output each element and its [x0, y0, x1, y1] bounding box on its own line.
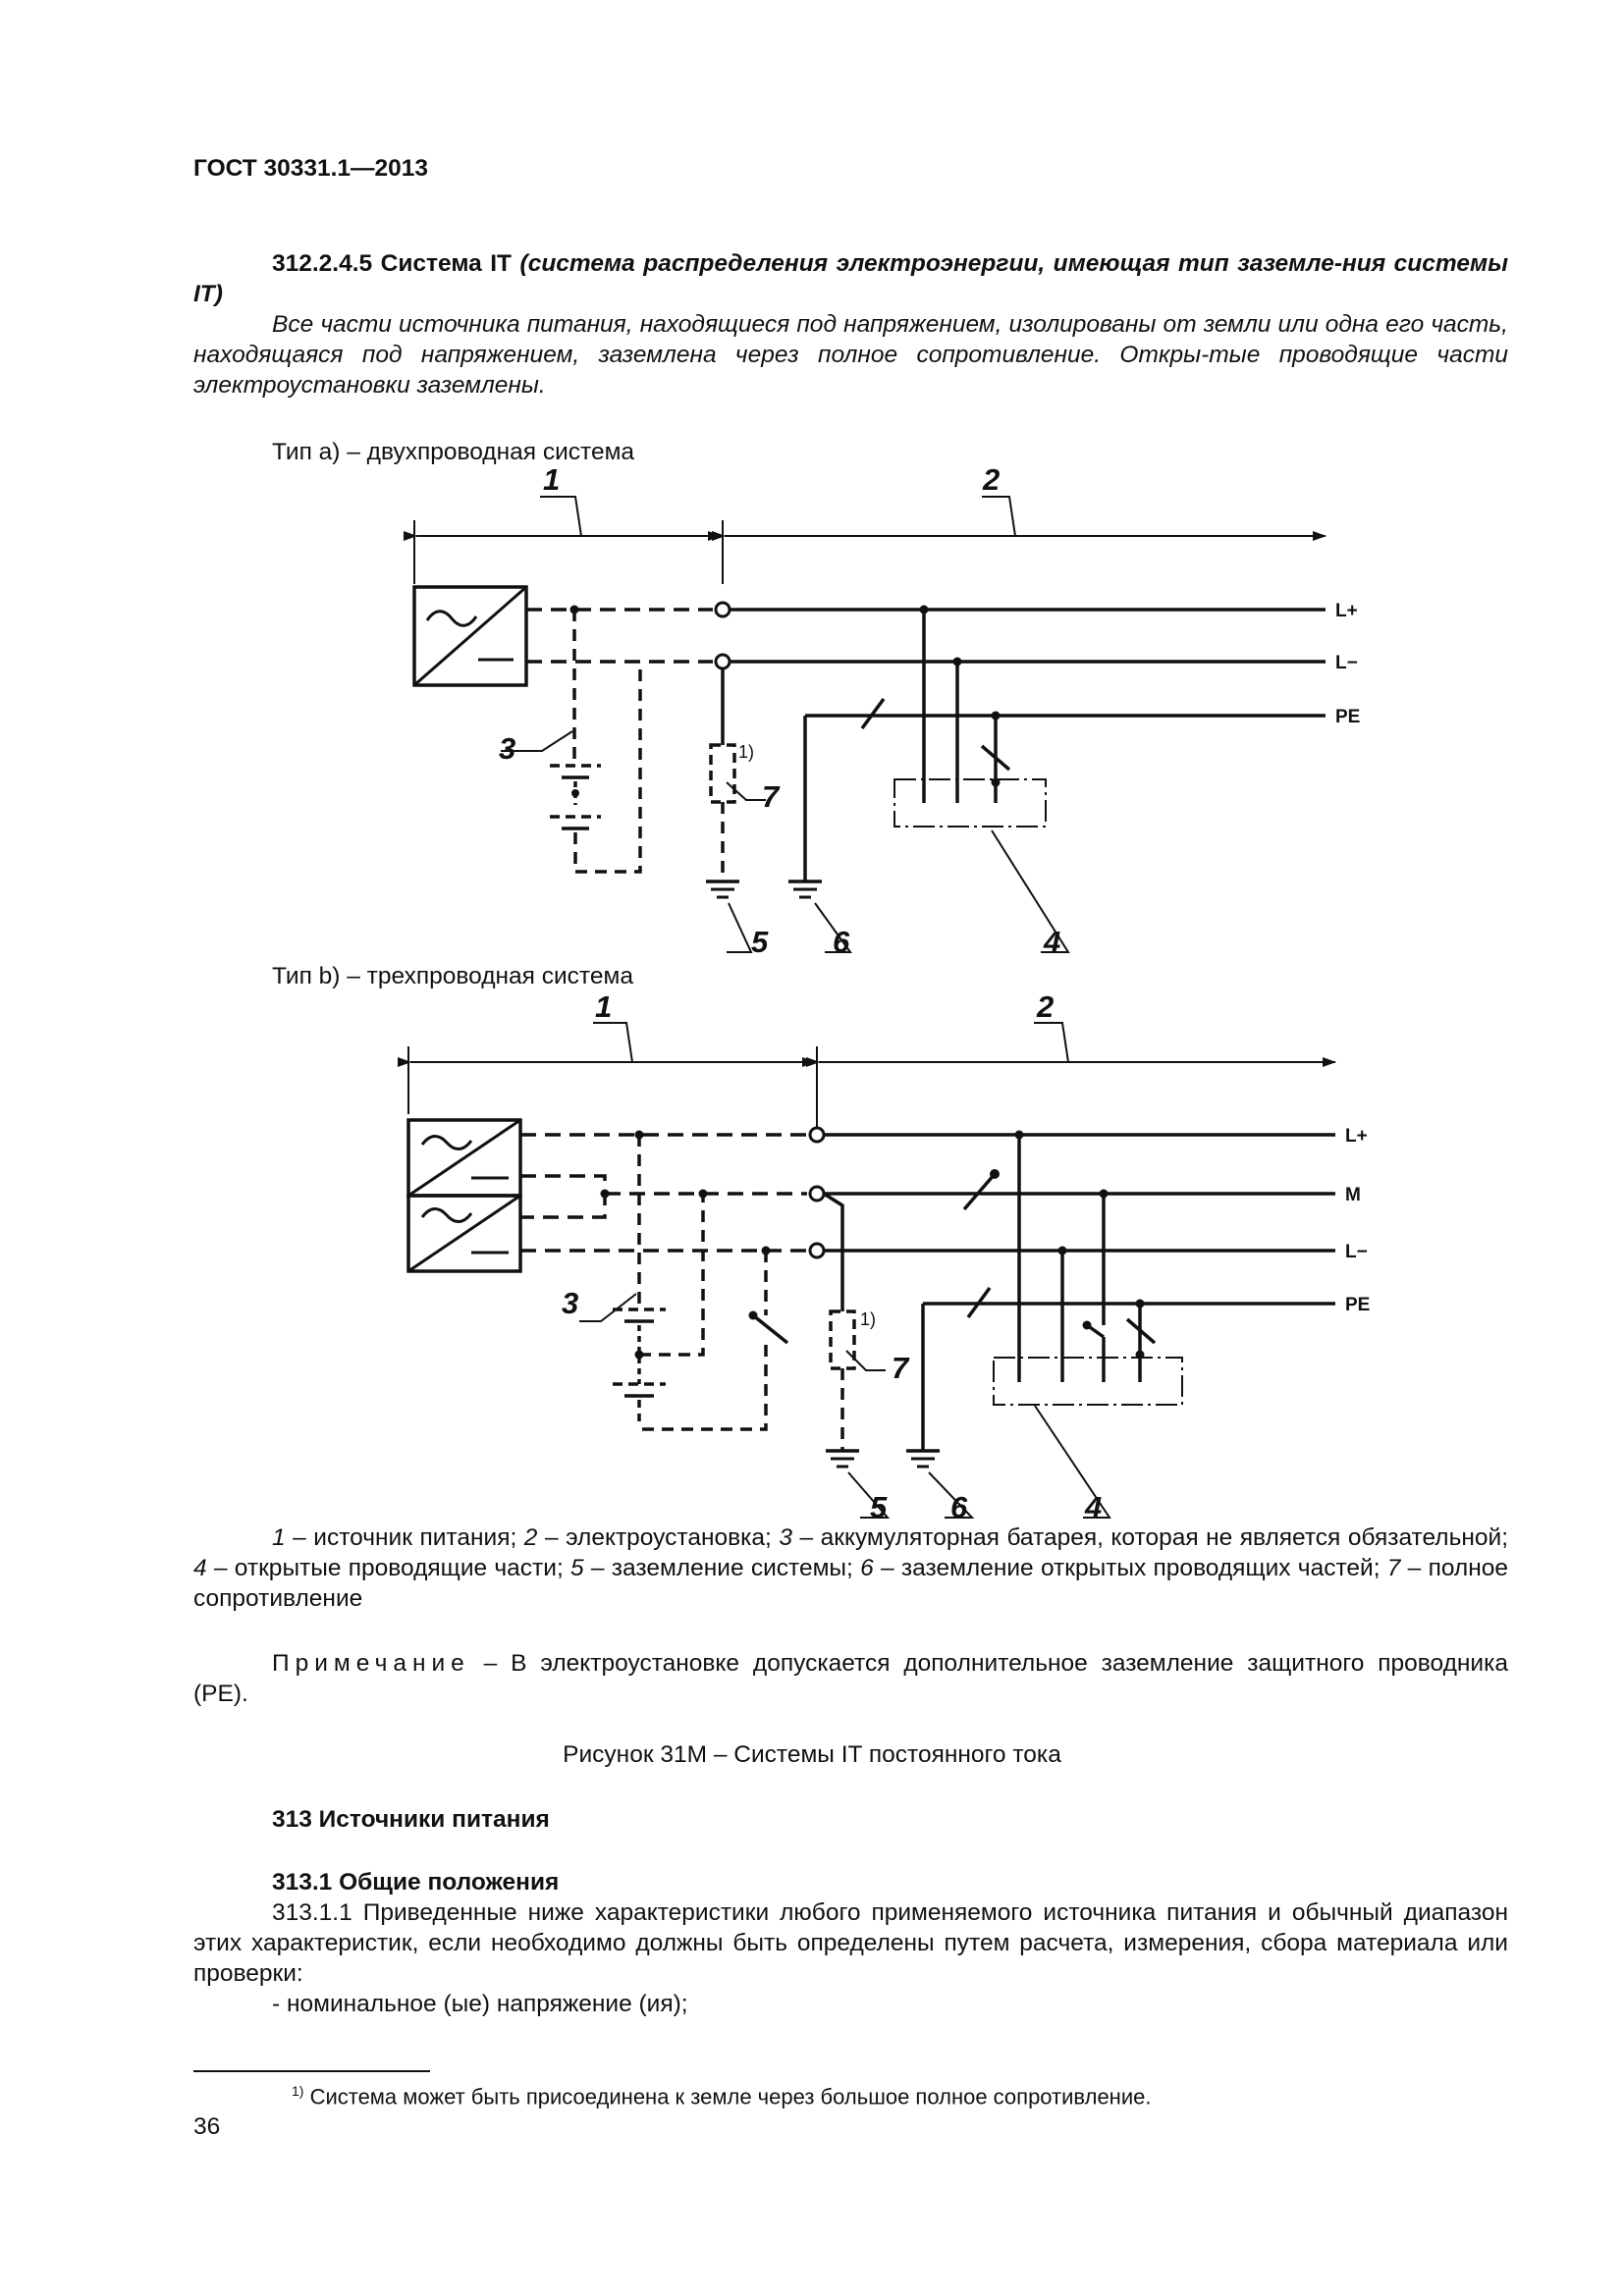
section-body: Все части источника питания, находящиеся под напряжением, изолированы от земли или одна его часть, находящаяся под напряжением, заземлена через полное сопротивление. Откры-тые проводящие части электроустановки заземлены.	[193, 311, 1508, 399]
legend-text-1: – источник питания;	[285, 1524, 524, 1551]
legend-text-2: – электроустановка;	[537, 1524, 780, 1551]
figure-caption: Рисунок 31М – Системы IT постоянного тока	[563, 1741, 1061, 1768]
callout-a-4: 4	[1044, 925, 1061, 959]
callout-a-7: 7	[762, 779, 780, 814]
legend-text-3: – аккумуляторная батарея, которая не является обязательной;	[791, 1524, 1508, 1551]
legend-num-4: 4	[193, 1555, 207, 1581]
callout-a-1: 1	[543, 462, 561, 497]
figure-note	[193, 1648, 1508, 1709]
note-label: Примечание	[272, 1650, 470, 1677]
type-a-label: Тип а) – двухпроводная система	[272, 439, 635, 465]
section-313-1-title: 313.1 Общие положения	[272, 1869, 560, 1896]
legend-num-7: 7	[1386, 1555, 1401, 1581]
legend-num-5: 5	[570, 1555, 584, 1581]
legend-text-6: – заземление открытых проводящих частей;	[873, 1555, 1387, 1581]
conductor-label-a-pe: PE	[1335, 707, 1361, 727]
conductor-label-b-lplus: L+	[1345, 1126, 1368, 1147]
callout-a-2: 2	[983, 462, 1001, 497]
list-item: - номинальное (ые) напряжение (ия);	[272, 1991, 688, 2017]
legend-text-5: – заземление системы;	[583, 1555, 861, 1581]
section-313-1-1-para: 313.1.1 Приведенные ниже характеристики любого применяемого источника питания и обычный диапазон этих характеристик, если необходимо должны быть определены путем расчета, измерения, сбора материала или проверки:	[193, 1899, 1508, 1987]
callout-a-5: 5	[751, 925, 769, 959]
legend-num-6: 6	[860, 1555, 874, 1581]
section-313-title: 313 Источники питания	[272, 1806, 550, 1833]
section-number-title: 312.2.4.5 Система IT	[272, 250, 513, 277]
legend-num-3: 3	[779, 1524, 792, 1551]
conductor-label-a-lminus: L−	[1335, 653, 1358, 673]
conductor-label-a-lplus: L+	[1335, 601, 1358, 621]
document-header: ГОСТ 30331.1—2013	[193, 155, 429, 182]
footnote-text: Система может быть присоединена к земле через большое полное сопротивление.	[303, 2084, 1152, 2109]
diagram-type-a	[414, 497, 1326, 952]
legend-text-7: – полное сопротивление	[193, 1555, 1508, 1612]
conductor-label-b-pe: PE	[1345, 1295, 1371, 1315]
footnote-ref-b: 1)	[860, 1309, 877, 1329]
legend-text-4: – открытые проводящие части;	[206, 1555, 571, 1581]
footnote-ref-a: 1)	[738, 742, 755, 762]
footnote	[292, 2076, 1151, 2111]
callout-b-3: 3	[562, 1286, 579, 1320]
footnote-divider	[193, 2070, 430, 2072]
callout-b-2: 2	[1037, 989, 1055, 1024]
type-b-label: Тип b) – трехпроводная система	[272, 963, 633, 989]
legend-num-2: 2	[523, 1524, 538, 1551]
footnote-mark: 1)	[292, 2083, 304, 2099]
conductor-label-b-lminus: L−	[1345, 1242, 1368, 1262]
section-subtitle: (система распределения электроэнергии, имеющая тип заземле-ния системы IT)	[193, 250, 1509, 307]
callout-b-5: 5	[870, 1490, 888, 1524]
callout-b-6: 6	[950, 1490, 968, 1524]
callout-b-1: 1	[595, 989, 613, 1024]
callout-a-6: 6	[833, 925, 850, 959]
figure-legend	[193, 1522, 1508, 1614]
callout-a-3: 3	[499, 731, 516, 766]
legend-num-1: 1	[272, 1524, 286, 1551]
conductor-label-b-m: M	[1345, 1185, 1361, 1205]
callout-b-4: 4	[1085, 1490, 1103, 1524]
callout-b-7: 7	[892, 1351, 909, 1385]
diagram-type-b	[408, 1023, 1335, 1518]
note-text: – В электроустановке допускается дополнительное заземление защитного проводника (PE).	[193, 1650, 1508, 1707]
page-number: 36	[193, 2113, 221, 2140]
